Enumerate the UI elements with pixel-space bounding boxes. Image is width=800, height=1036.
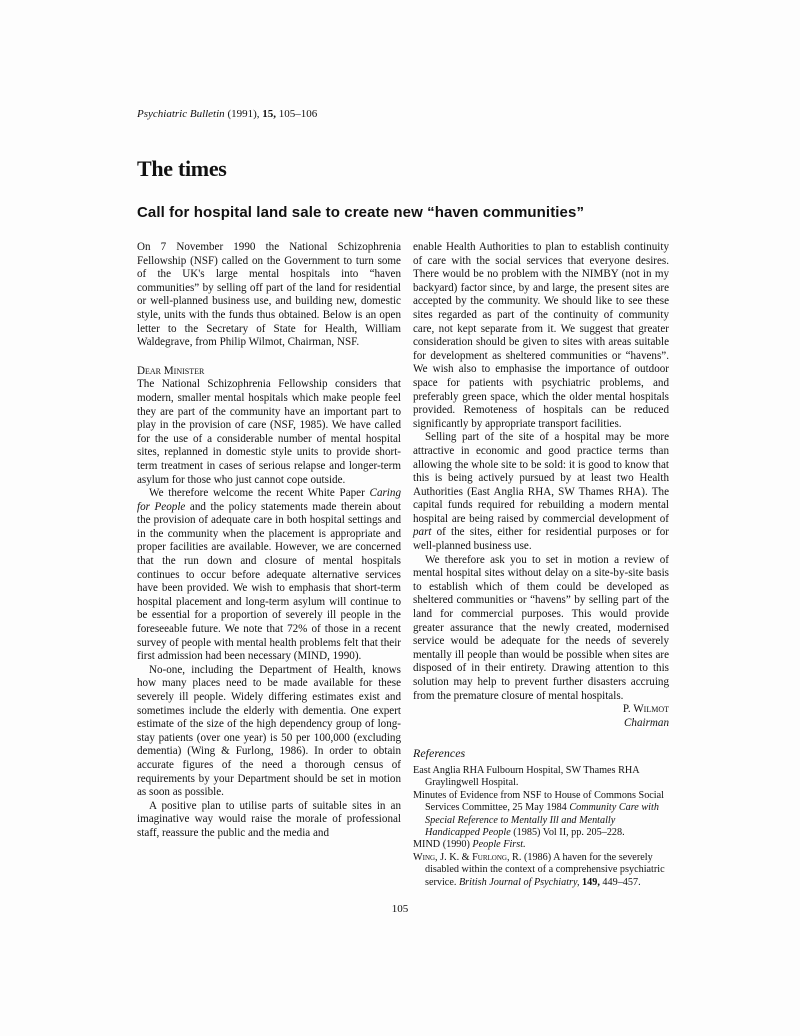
text-run: Selling part of the site of a hospital may be more attractive in economic and good practice terms than allowing the whole site to be sold: it is good to know that this is being actively pursued by at least two Health Authorities (East Anglia RHA, SW Thames RHA). The capital funds required for rebuilding a modern mental hospital are being raised by commercial development of xyxy=(413,431,669,525)
reference-item xyxy=(413,839,669,851)
journal-year: (1991), xyxy=(227,108,260,120)
text-run: (1986) A haven for the severely disabled within the context of a comprehensive psychiatric service. xyxy=(425,851,665,888)
emphasis: part xyxy=(413,526,432,539)
body-paragraph xyxy=(413,431,669,553)
reference-item xyxy=(413,790,669,840)
body-paragraph: enable Health Authorities to plan to establish continuity of care with the social services that everyone desires. There would be no problem with the NIMBY (not in my backyard) factor since, by and large, the present sites are accepted by the community. We should like to see these sites regarded as part of the continuity of community care, not kept separate from it. We suggest that greater consideration should be given to sites with areas suitable for development as sheltered communities or “havens”. We wish also to emphasise the importance of outdoor space for patients with psychiatric problems, and preferably green space, which the older mental hospitals provided. Remoteness of hospitals can be reduced significantly by appropriate transport facilities. xyxy=(413,241,669,430)
text-run: 449–457. xyxy=(599,876,641,888)
body-paragraph: We therefore ask you to set in motion a review of mental hospital sites without delay on a site-by-site basis to establish which of them could be developed as sheltered communities or “havens” by selling part of the land for commercial purposes. This would provide greater assurance that the newly created, modernised service would be adequate for the needs of severely mentally ill people than would be possible when sites are disposed of in their entirety. Drawing attention to this solution may help to prevent further disasters accruing from the premature closure of mental hospitals. xyxy=(413,553,669,702)
signatory: P. Wilmot xyxy=(622,703,669,716)
section-title: The times xyxy=(137,156,227,181)
reference-title: People First. xyxy=(472,839,526,851)
body-paragraph: The National Schizophrenia Fellowship considers that modern, smaller mental hospitals which make people feel they are part of the community have an important part to play in the provision of care (NSF, 1985). We have called for the use of a considerable number of mental hospital sites, replanned in domestic style units to provide short-term treatment in cases of serious relapse and longer-term asylum for those who just cannot cope outside. xyxy=(137,378,401,486)
journal-citation xyxy=(137,108,317,120)
text-run: (1985) Vol II, pp. 205–228. xyxy=(510,827,625,838)
left-column xyxy=(137,241,401,841)
article-title: Call for hospital land sale to create new “haven communities” xyxy=(137,204,585,221)
reference-item: East Anglia RHA Fulbourn Hospital, SW Thames RHA Graylingwell Hospital. xyxy=(413,764,640,789)
reference-volume: 149, xyxy=(579,876,600,888)
text-run: Minutes of Evidence from NSF to House of Commons Social Services Committee, 25 May 1984 xyxy=(413,789,664,814)
body-paragraph: No-one, including the Department of Health, knows how many places need to be made available for these severely ill people. Widely differing estimates exist and sometimes include the elderly with dementia. One expert estimate of the size of the high dependency group of long-stay patients (over one year) is 50 per 100,000 (excluding dementia) (Wing & Furlong, 1986). In order to obtain accurate figures of the need a thorough census of requirements by your Department should be set in motion as soon as possible. xyxy=(137,663,401,799)
signatory-role: Chairman xyxy=(624,716,669,729)
journal-name: Psychiatric Bulletin xyxy=(137,108,225,120)
body-paragraph: A positive plan to utilise parts of suitable sites in an imaginative way would raise the morale of professional staff, reassure the public and the media and xyxy=(137,799,401,839)
references-heading: References xyxy=(413,746,466,761)
page-number: 105 xyxy=(391,903,409,915)
right-column xyxy=(413,241,669,889)
salutation: Dear Minister xyxy=(137,364,205,377)
text-run: MIND (1990) xyxy=(413,839,473,851)
body-paragraph xyxy=(137,487,401,664)
text-run: We therefore welcome the recent White Paper xyxy=(149,487,370,500)
reference-journal: British Journal of Psychiatry, xyxy=(458,876,580,888)
white-paper-title: Caring for People xyxy=(137,487,401,513)
signature-name xyxy=(413,703,669,717)
intro-paragraph: On 7 November 1990 the National Schizophrenia Fellowship (NSF) called on the Government to turn some of the UK's large mental hospitals into “haven communities” by selling off part of the land for residential or well-planned business use, and building new, domestic style, units with the funds thus obtained. Below is an open letter to the Secretary of State for Health, William Waldegrave, from Philip Wilmot, Chairman, NSF. xyxy=(137,241,401,349)
reference-title: Community Care with Special Reference to Mentally Ill and Mentally Handicapped People xyxy=(425,802,659,838)
signature-role xyxy=(413,717,669,731)
journal-volume: 15, xyxy=(262,108,277,120)
journal-pages: 105–106 xyxy=(278,108,318,120)
text-run: and the policy statements made therein about the provision of adequate care in both hospital settings and in the community when the placement is appropriate and proper facilities are available. However, we are concerned that the run down and closure of mental hospitals continues to occur before adequate alternative services have been provided. We wish to emphasis that short-term hospital placement and long-term asylum will continue to be essential for a proportion of severely ill people in the foreseeable future. We note that 72% of those in a recent survey of people with mental health problems felt that their first admission had been necessary (MIND, 1990). xyxy=(137,500,401,663)
text-run: of the sites, either for residential purposes or for well-planned business use. xyxy=(413,526,669,553)
reference-item xyxy=(413,852,669,889)
reference-authors: Wing, J. K. & Furlong, R. xyxy=(413,851,522,863)
